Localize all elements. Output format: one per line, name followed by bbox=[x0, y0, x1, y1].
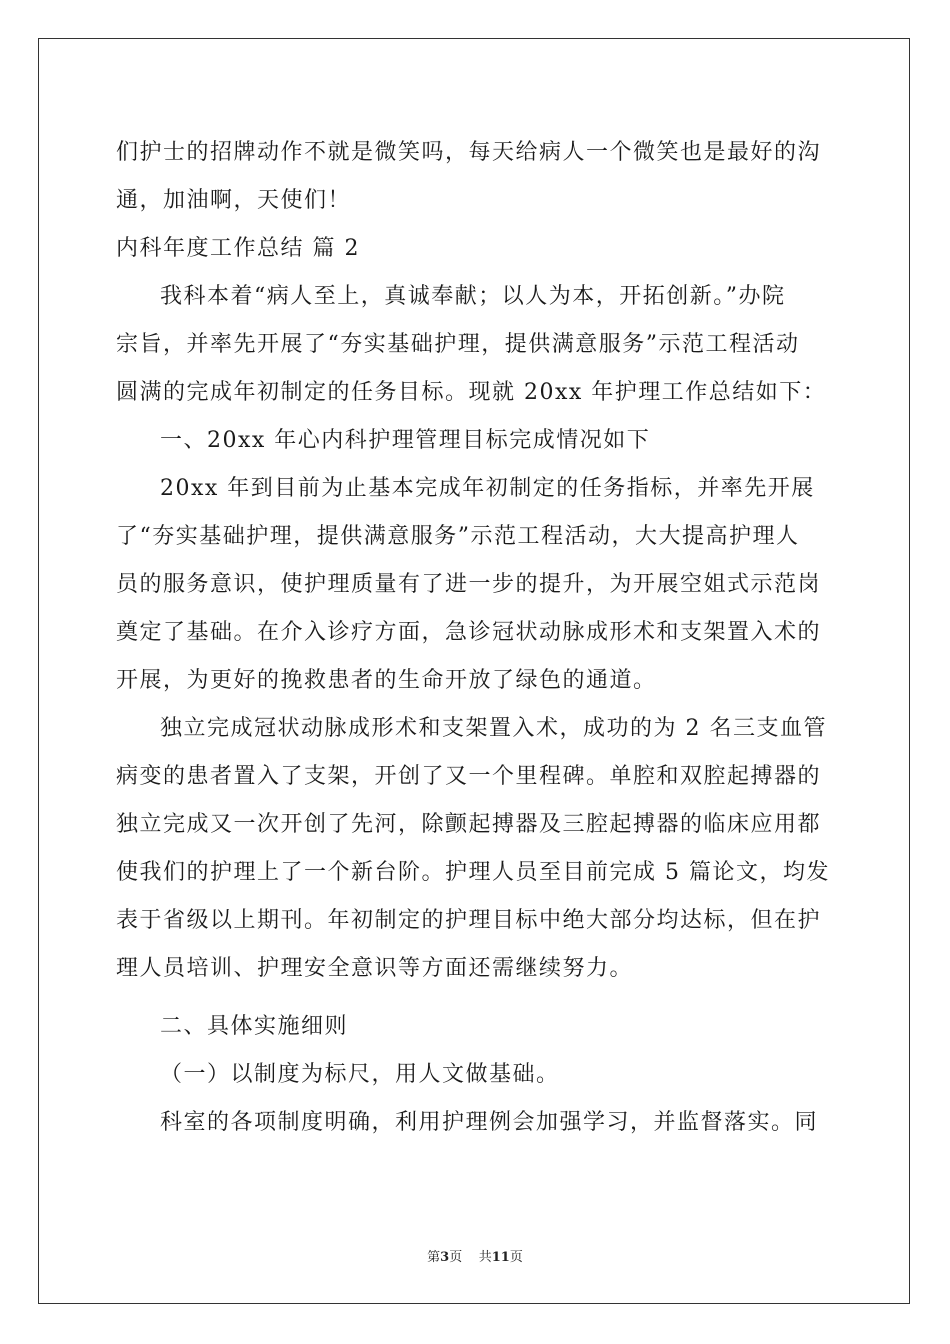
subsection-heading: 一、20xx 年心内科护理管理目标完成情况如下 bbox=[160, 428, 651, 453]
paragraph-line: 通，加油啊，天使们！ bbox=[116, 188, 352, 213]
paragraph-line: 奠定了基础。在介入诊疗方面，急诊冠状动脉成形术和支架置入术的 bbox=[116, 620, 822, 645]
page-footer bbox=[0, 1246, 950, 1265]
footer-page-prefix: 第 bbox=[427, 1250, 441, 1265]
paragraph-line: 病变的患者置入了支架，开创了又一个里程碑。单腔和双腔起搏器的 bbox=[116, 764, 822, 789]
footer-page-suffix: 页 bbox=[509, 1250, 523, 1265]
paragraph-line: 圆满的完成年初制定的任务目标。现就 20xx 年护理工作总结如下： bbox=[116, 380, 827, 405]
subsection-heading: 二、具体实施细则 bbox=[160, 1014, 349, 1039]
paragraph-line: 20xx 年到目前为止基本完成年初制定的任务指标，并率先开展 bbox=[160, 476, 815, 501]
paragraph-line: 科室的各项制度明确，利用护理例会加强学习，并监督落实。同 bbox=[160, 1110, 819, 1135]
paragraph-line: 独立完成又一次开创了先河，除颤起搏器及三腔起搏器的临床应用都 bbox=[116, 812, 822, 837]
paragraph-line: 独立完成冠状动脉成形术和支架置入术，成功的为 2 名三支血管 bbox=[160, 716, 827, 741]
footer-page-mid: 页 共 bbox=[449, 1250, 492, 1265]
paragraph-line: 了“夯实基础护理，提供满意服务”示范工程活动，大大提高护理人 bbox=[116, 524, 800, 549]
subsection-heading: （一）以制度为标尺，用人文做基础。 bbox=[160, 1062, 560, 1087]
paragraph-line: 员的服务意识，使护理质量有了进一步的提升，为开展空姐式示范岗 bbox=[116, 572, 822, 597]
section-heading: 内科年度工作总结 篇 2 bbox=[116, 236, 360, 261]
paragraph-line: 表于省级以上期刊。年初制定的护理目标中绝大部分均达标，但在护 bbox=[116, 908, 822, 933]
footer-page-total: 11 bbox=[491, 1250, 510, 1265]
paragraph-line: 宗旨，并率先开展了“夯实基础护理，提供满意服务”示范工程活动 bbox=[116, 332, 800, 357]
paragraph-line: 使我们的护理上了一个新台阶。护理人员至目前完成 5 篇论文，均发 bbox=[116, 860, 830, 885]
paragraph-line: 理人员培训、护理安全意识等方面还需继续努力。 bbox=[116, 956, 634, 981]
paragraph-line: 开展，为更好的挽救患者的生命开放了绿色的通道。 bbox=[116, 668, 657, 693]
footer-page-number: 3 bbox=[440, 1250, 450, 1265]
paragraph-line: 们护士的招牌动作不就是微笑吗，每天给病人一个微笑也是最好的沟 bbox=[116, 140, 822, 165]
paragraph-line: 我科本着“病人至上，真诚奉献；以人为本，开拓创新。”办院 bbox=[160, 284, 786, 309]
